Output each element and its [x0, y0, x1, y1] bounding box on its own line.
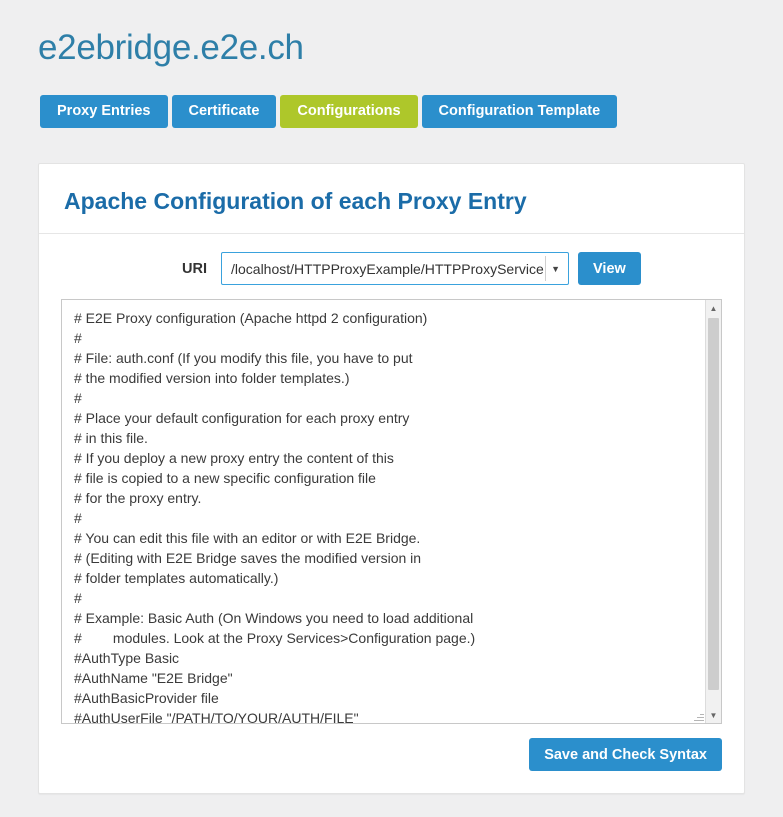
resize-grip-icon[interactable]	[692, 710, 704, 722]
uri-label: URI	[182, 260, 207, 277]
scroll-up-icon[interactable]: ▲	[706, 300, 721, 316]
chevron-down-icon: ▼	[551, 263, 560, 274]
tab-certificate[interactable]: Certificate	[172, 95, 277, 128]
panel-footer	[61, 738, 722, 771]
config-editor-textarea[interactable]	[62, 300, 705, 723]
config-editor[interactable]	[61, 299, 722, 724]
panel-title: Apache Configuration of each Proxy Entry	[64, 188, 527, 214]
panel-body	[39, 234, 744, 793]
select-divider	[545, 256, 546, 281]
tab-configurations[interactable]: Configurations	[280, 95, 417, 128]
scroll-down-icon[interactable]: ▼	[706, 707, 721, 723]
panel-header	[39, 164, 744, 234]
save-and-check-syntax-button[interactable]: Save and Check Syntax	[529, 738, 722, 771]
uri-select[interactable]	[221, 252, 569, 285]
tab-bar	[40, 95, 617, 128]
page-title: e2ebridge.e2e.ch	[38, 28, 304, 67]
tab-configuration-template[interactable]: Configuration Template	[422, 95, 618, 128]
uri-select-value: /localhost/HTTPProxyExample/HTTPProxyService	[231, 260, 544, 277]
editor-scrollbar[interactable]	[705, 300, 721, 723]
view-button[interactable]: View	[578, 252, 641, 285]
uri-row	[61, 252, 722, 285]
tab-proxy-entries[interactable]: Proxy Entries	[40, 95, 168, 128]
scrollbar-thumb[interactable]	[708, 318, 719, 690]
configuration-panel	[38, 163, 745, 794]
